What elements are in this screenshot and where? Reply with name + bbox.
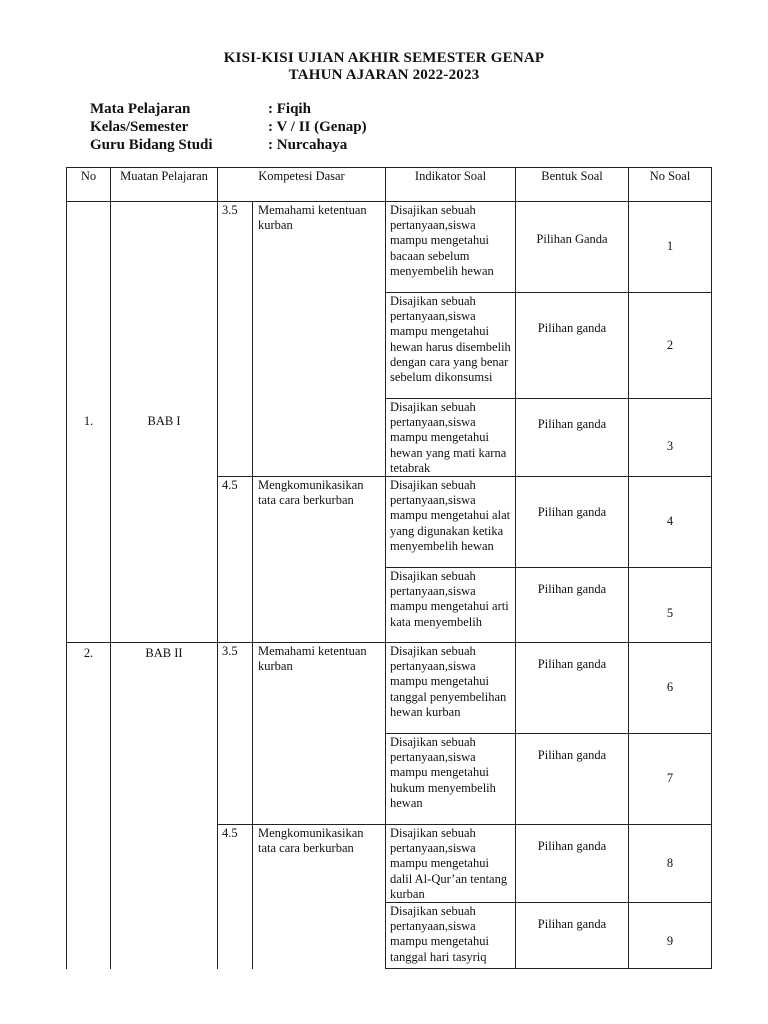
document-meta	[90, 100, 367, 154]
indikator-cell: Disajikan sebuah pertanyaan,siswa mampu mengetahui alat yang digunakan ketika menyembelih hewan	[386, 477, 516, 568]
kd-number: 4.5	[218, 825, 253, 969]
meta-row-kelas-semester	[90, 118, 367, 136]
bentuk-cell: Pilihan ganda	[516, 643, 629, 734]
header-indikator: Indikator Soal	[386, 168, 516, 202]
indikator-cell: Disajikan sebuah pertanyaan,siswa mampu mengetahui hewan yang mati karna tetabrak	[386, 399, 516, 477]
bentuk-cell: Pilihan ganda	[516, 825, 629, 903]
kd-text: Mengkomunikasikan tata cara berkurban	[253, 825, 386, 969]
meta-value: : Nurcahaya	[268, 137, 348, 153]
meta-label: Mata Pelajaran	[90, 101, 191, 117]
document-subtitle: TAHUN AJARAN 2022-2023	[288, 67, 480, 83]
kd-number: 3.5	[218, 202, 253, 477]
no-soal-cell: 4	[629, 477, 712, 568]
no-soal-cell: 6	[629, 643, 712, 734]
meta-label: Guru Bidang Studi	[90, 137, 213, 153]
header-muatan: Muatan Pelajaran	[111, 168, 218, 202]
no-soal-cell: 8	[629, 825, 712, 903]
indikator-cell: Disajikan sebuah pertanyaan,siswa mampu mengetahui hewan harus disembelih dengan cara yang benar sebelum dikonsumsi	[386, 293, 516, 399]
table-row	[67, 202, 712, 293]
indikator-cell: Disajikan sebuah pertanyaan,siswa mampu mengetahui bacaan sebelum menyembelih hewan	[386, 202, 516, 293]
kd-text: Mengkomunikasikan tata cara berkurban	[253, 477, 386, 643]
row-number: 1.	[67, 202, 111, 643]
kd-number: 4.5	[218, 477, 253, 643]
no-soal-cell: 5	[629, 568, 712, 643]
bentuk-cell: Pilihan ganda	[516, 734, 629, 825]
indikator-cell: Disajikan sebuah pertanyaan,siswa mampu mengetahui tanggal hari tasyriq	[386, 903, 516, 969]
meta-row-guru	[90, 136, 367, 154]
meta-value: : Fiqih	[268, 101, 311, 117]
meta-value: : V / II (Genap)	[268, 119, 367, 135]
bentuk-cell: Pilihan ganda	[516, 568, 629, 643]
header-no: No	[67, 168, 111, 202]
row-number: 2.	[67, 643, 111, 969]
bentuk-cell: Pilihan ganda	[516, 399, 629, 477]
kd-text: Memahami ketentuan kurban	[253, 643, 386, 825]
document-title: KISI-KISI UJIAN AKHIR SEMESTER GENAP	[223, 50, 545, 66]
table-header-row	[67, 168, 712, 202]
indikator-cell: Disajikan sebuah pertanyaan,siswa mampu mengetahui tanggal penyembelihan hewan kurban	[386, 643, 516, 734]
kd-number: 3.5	[218, 643, 253, 825]
indikator-cell: Disajikan sebuah pertanyaan,siswa mampu mengetahui dalil Al-Qur’an tentang kurban	[386, 825, 516, 903]
header-bentuk: Bentuk Soal	[516, 168, 629, 202]
muatan-cell: BAB II	[111, 643, 218, 969]
kisi-kisi-table	[66, 167, 712, 969]
indikator-cell: Disajikan sebuah pertanyaan,siswa mampu mengetahui hukum menyembelih hewan	[386, 734, 516, 825]
no-soal-cell: 9	[629, 903, 712, 969]
kd-text: Memahami ketentuan kurban	[253, 202, 386, 477]
no-soal-cell: 7	[629, 734, 712, 825]
meta-row-mata-pelajaran	[90, 100, 367, 118]
indikator-cell: Disajikan sebuah pertanyaan,siswa mampu mengetahui arti kata menyembelih	[386, 568, 516, 643]
bentuk-cell: Pilihan Ganda	[516, 202, 629, 293]
meta-label: Kelas/Semester	[90, 119, 189, 135]
no-soal-cell: 2	[629, 293, 712, 399]
header-kompetensi: Kompetesi Dasar	[218, 168, 386, 202]
no-soal-cell: 3	[629, 399, 712, 477]
table-row	[67, 643, 712, 734]
header-no-soal: No Soal	[629, 168, 712, 202]
no-soal-cell: 1	[629, 202, 712, 293]
muatan-cell: BAB I	[111, 202, 218, 643]
bentuk-cell: Pilihan ganda	[516, 903, 629, 969]
bentuk-cell: Pilihan ganda	[516, 477, 629, 568]
bentuk-cell: Pilihan ganda	[516, 293, 629, 399]
